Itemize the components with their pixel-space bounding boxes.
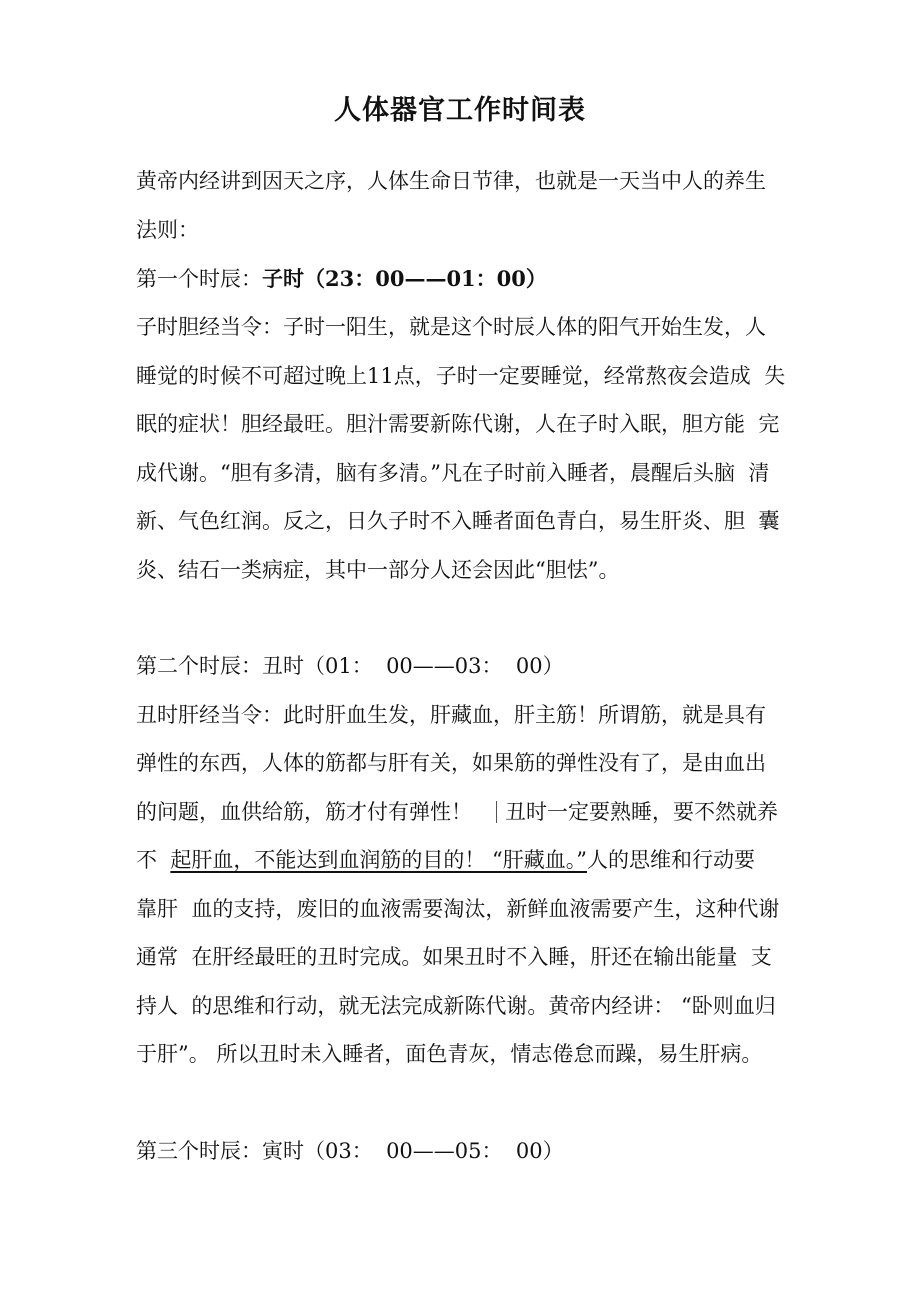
- section2-line-5: 靠肝 血的支持，废旧的血液需要淘汰，新鲜血液需要产生，这种代谢: [136, 897, 780, 921]
- section2-line-1: 丑时肝经当令：此时肝血生发，肝藏血，肝主筋！所谓筋，就是具有: [136, 703, 766, 727]
- intro-line-2: 法则：: [136, 218, 199, 242]
- section1-line-1: 子时胆经当令：子时一阳生，就是这个时辰人体的阳气开始生发，人: [136, 315, 766, 339]
- section2-line-8: 于肝”。 所以丑时未入睡者，面色青灰，情志倦怠而躁，易生肝病。: [136, 1042, 763, 1066]
- text-cursor: [496, 801, 497, 823]
- section2-line-3-b: 丑时一定要熟睡，要不然就养: [505, 800, 778, 824]
- section1-heading-prefix: 第一个时辰：: [136, 267, 262, 291]
- section2-heading: 第二个时辰：丑时（01： 00——03： 00）: [136, 654, 564, 678]
- section2-line-4-b: 人的思维和行动要: [587, 848, 756, 872]
- section1-line-5: 新、气色红润。反之，日久子时不入睡者面色青白，易生肝炎、胆 囊: [136, 509, 780, 533]
- section1-line-6: 炎、结石一类病症，其中一部分人还会因此“胆怯”。: [136, 558, 620, 582]
- section2-line-4: [136, 845, 755, 875]
- section2-line-2: 弹性的东西，人体的筋都与肝有关，如果筋的弹性没有了，是由血出: [136, 751, 766, 775]
- section1-heading-time: 子时（23：00——01：00）: [262, 266, 547, 291]
- section1-line-2: 睡觉的时候不可超过晚上11点，子时一定要睡觉，经常熬夜会造成 失: [136, 364, 786, 388]
- section1-line-4: 成代谢。“胆有多清，脑有多清。”凡在子时前入睡者，晨醒后头脑 清: [136, 461, 770, 485]
- intro-line-1: 黄帝内经讲到因天之序，人体生命日节律，也就是一天当中人的养生: [136, 169, 766, 193]
- section2-line-3: [136, 797, 778, 827]
- section2-line-3-a: 的问题，血供给筋，筋才付有弹性！: [136, 800, 472, 824]
- section2-line-7: 持人 的思维和行动，就无法完成新陈代谢。黄帝内经讲： “卧则血归: [136, 994, 776, 1018]
- section1-line-3: 眠的症状！胆经最旺。胆汁需要新陈代谢，人在子时入眠，胆方能 完: [136, 412, 780, 436]
- section2-line-6: 通常 在肝经最旺的丑时完成。如果丑时不入睡，肝还在输出能量 支: [136, 945, 772, 969]
- section1-heading: [136, 264, 547, 294]
- section2-line-4-a: 不: [136, 848, 171, 872]
- section3-heading: 第三个时辰：寅时（03： 00——05： 00）: [136, 1139, 564, 1163]
- page-title: 人体器官工作时间表: [334, 95, 586, 126]
- section2-underlined-text: 起肝血，不能达到血润筋的目的！ “肝藏血。”: [170, 848, 588, 872]
